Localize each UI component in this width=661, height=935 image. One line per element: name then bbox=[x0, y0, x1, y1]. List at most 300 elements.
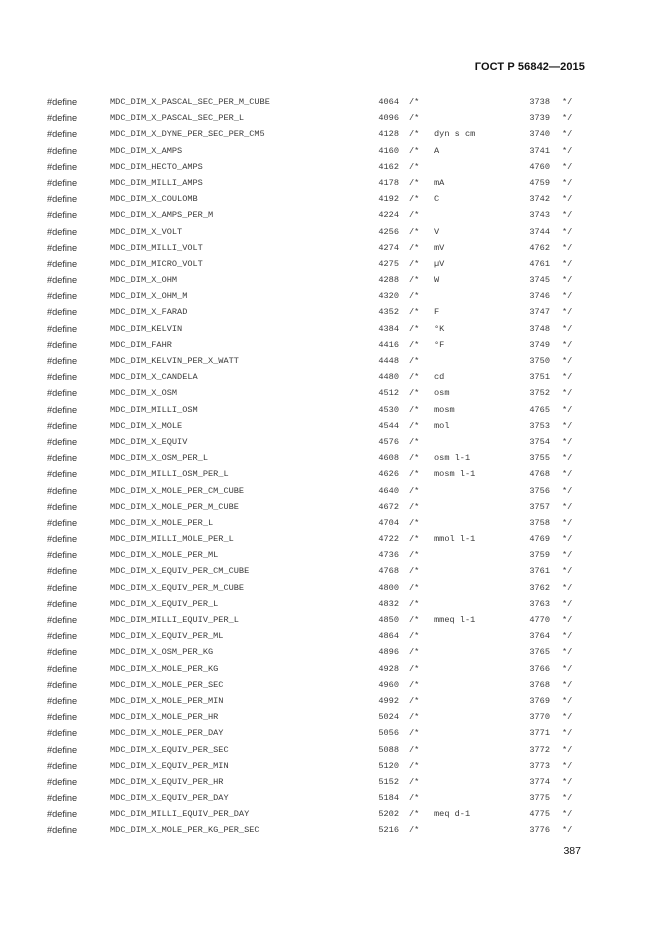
macro-name: MDC_DIM_X_EQUIV_PER_DAY bbox=[110, 793, 229, 804]
macro-code: 4384 bbox=[378, 323, 399, 334]
unit-symbol: mol bbox=[434, 420, 450, 431]
macro-name: MDC_DIM_MILLI_AMPS bbox=[110, 177, 203, 188]
comment-close: */ bbox=[562, 436, 573, 447]
comment-open: /* bbox=[409, 210, 420, 221]
define-row bbox=[0, 661, 661, 677]
macro-code: 4512 bbox=[378, 388, 399, 399]
define-keyword: #define bbox=[47, 615, 78, 625]
macro-name: MDC_DIM_X_MOLE_PER_MIN bbox=[110, 695, 224, 706]
comment-close: */ bbox=[562, 145, 573, 156]
macro-name: MDC_DIM_HECTO_AMPS bbox=[110, 161, 203, 172]
macro-name: MDC_DIM_FAHR bbox=[110, 339, 172, 350]
comment-close: */ bbox=[562, 825, 573, 836]
define-row bbox=[0, 256, 661, 272]
comment-open: /* bbox=[409, 550, 420, 561]
define-keyword: #define bbox=[47, 323, 78, 334]
macro-name: MDC_DIM_X_DYNE_PER_SEC_PER_CM5 bbox=[110, 129, 265, 140]
comment-open: /* bbox=[409, 679, 420, 690]
macro-name: MDC_DIM_X_OSM_PER_KG bbox=[110, 647, 214, 658]
unit-symbol: mA bbox=[434, 177, 445, 188]
macro-code: 5024 bbox=[378, 712, 399, 723]
reference-code: 3746 bbox=[529, 291, 550, 302]
unit-symbol: mmol l-1 bbox=[434, 534, 476, 545]
macro-code: 4576 bbox=[378, 436, 399, 447]
comment-close: */ bbox=[562, 793, 573, 804]
reference-code: 3744 bbox=[529, 226, 550, 237]
macro-code: 4192 bbox=[378, 194, 399, 205]
reference-code: 3775 bbox=[529, 793, 550, 804]
reference-code: 3757 bbox=[529, 501, 550, 512]
reference-code: 4769 bbox=[529, 534, 550, 545]
define-row bbox=[0, 110, 661, 126]
reference-code: 3762 bbox=[529, 582, 550, 593]
comment-open: /* bbox=[409, 356, 420, 366]
macro-code: 4162 bbox=[378, 161, 399, 172]
define-row bbox=[0, 224, 661, 240]
reference-code: 4770 bbox=[529, 615, 550, 625]
comment-close: */ bbox=[562, 809, 573, 820]
comment-close: */ bbox=[562, 258, 573, 269]
reference-code: 3743 bbox=[529, 210, 550, 221]
reference-code: 3747 bbox=[529, 307, 550, 318]
define-row bbox=[0, 822, 661, 838]
macro-name: MDC_DIM_X_EQUIV_PER_L bbox=[110, 598, 219, 609]
comment-open: /* bbox=[409, 744, 420, 755]
macro-code: 4960 bbox=[378, 679, 399, 690]
unit-symbol: A bbox=[434, 145, 440, 156]
macro-name: MDC_DIM_X_EQUIV_PER_ML bbox=[110, 631, 224, 642]
macro-code: 4768 bbox=[378, 566, 399, 577]
define-keyword: #define bbox=[47, 372, 78, 383]
macro-name: MDC_DIM_X_OSM bbox=[110, 388, 178, 399]
define-row bbox=[0, 580, 661, 596]
reference-code: 3752 bbox=[529, 388, 550, 399]
define-keyword: #define bbox=[47, 534, 78, 545]
reference-code: 3768 bbox=[529, 679, 550, 690]
comment-open: /* bbox=[409, 307, 420, 318]
macro-code: 4626 bbox=[378, 469, 399, 480]
macro-code: 4416 bbox=[378, 339, 399, 350]
macro-code: 4178 bbox=[378, 177, 399, 188]
define-keyword: #define bbox=[47, 129, 78, 140]
comment-open: /* bbox=[409, 485, 420, 496]
define-row bbox=[0, 790, 661, 806]
comment-close: */ bbox=[562, 760, 573, 771]
macro-code: 4256 bbox=[378, 226, 399, 237]
define-row bbox=[0, 191, 661, 207]
macro-code: 4992 bbox=[378, 695, 399, 706]
macro-name: MDC_DIM_X_MOLE_PER_ML bbox=[110, 550, 219, 561]
comment-close: */ bbox=[562, 695, 573, 706]
define-keyword: #define bbox=[47, 728, 78, 739]
define-row bbox=[0, 531, 661, 547]
comment-open: /* bbox=[409, 258, 420, 269]
define-keyword: #define bbox=[47, 809, 78, 820]
macro-code: 5088 bbox=[378, 744, 399, 755]
reference-code: 3773 bbox=[529, 760, 550, 771]
macro-code: 4896 bbox=[378, 647, 399, 658]
define-row bbox=[0, 94, 661, 110]
comment-open: /* bbox=[409, 566, 420, 577]
comment-open: /* bbox=[409, 695, 420, 706]
macro-name: MDC_DIM_X_EQUIV bbox=[110, 436, 188, 447]
define-row bbox=[0, 418, 661, 434]
comment-close: */ bbox=[562, 97, 573, 107]
unit-symbol: mV bbox=[434, 242, 445, 253]
define-keyword: #define bbox=[47, 258, 78, 269]
reference-code: 3771 bbox=[529, 728, 550, 739]
define-keyword: #define bbox=[47, 145, 78, 156]
reference-code: 4765 bbox=[529, 404, 550, 415]
reference-code: 3765 bbox=[529, 647, 550, 658]
macro-code: 4640 bbox=[378, 485, 399, 496]
comment-open: /* bbox=[409, 776, 420, 787]
define-keyword: #define bbox=[47, 744, 78, 755]
comment-close: */ bbox=[562, 177, 573, 188]
comment-close: */ bbox=[562, 161, 573, 172]
define-keyword: #define bbox=[47, 663, 78, 674]
macro-code: 4128 bbox=[378, 129, 399, 140]
reference-code: 3739 bbox=[529, 113, 550, 124]
comment-open: /* bbox=[409, 323, 420, 334]
define-row bbox=[0, 563, 661, 579]
comment-open: /* bbox=[409, 177, 420, 188]
macro-name: MDC_DIM_MILLI_EQUIV_PER_DAY bbox=[110, 809, 250, 820]
macro-name: MDC_DIM_X_MOLE_PER_HR bbox=[110, 712, 219, 723]
define-keyword: #define bbox=[47, 194, 78, 205]
comment-open: /* bbox=[409, 793, 420, 804]
define-keyword: #define bbox=[47, 113, 78, 124]
define-row bbox=[0, 321, 661, 337]
reference-code: 3758 bbox=[529, 517, 550, 528]
macro-name: MDC_DIM_X_MOLE_PER_KG_PER_SEC bbox=[110, 825, 260, 836]
macro-code: 4800 bbox=[378, 582, 399, 593]
comment-close: */ bbox=[562, 517, 573, 528]
comment-open: /* bbox=[409, 161, 420, 172]
define-keyword: #define bbox=[47, 404, 78, 415]
macro-name: MDC_DIM_X_EQUIV_PER_M_CUBE bbox=[110, 582, 245, 593]
macro-code: 4064 bbox=[378, 97, 399, 107]
reference-code: 3741 bbox=[529, 145, 550, 156]
unit-symbol: V bbox=[434, 226, 440, 237]
comment-open: /* bbox=[409, 517, 420, 528]
unit-symbol: cd bbox=[434, 372, 445, 383]
reference-code: 3776 bbox=[529, 825, 550, 836]
macro-name: MDC_DIM_X_EQUIV_PER_HR bbox=[110, 776, 224, 787]
define-keyword: #define bbox=[47, 793, 78, 804]
reference-code: 4768 bbox=[529, 469, 550, 480]
define-row bbox=[0, 725, 661, 741]
define-row bbox=[0, 272, 661, 288]
macro-code: 4352 bbox=[378, 307, 399, 318]
define-row bbox=[0, 483, 661, 499]
define-keyword: #define bbox=[47, 485, 78, 496]
macro-name: MDC_DIM_X_EQUIV_PER_MIN bbox=[110, 760, 229, 771]
define-row bbox=[0, 175, 661, 191]
reference-code: 4761 bbox=[529, 258, 550, 269]
define-row bbox=[0, 806, 661, 822]
define-keyword: #define bbox=[47, 517, 78, 528]
comment-close: */ bbox=[562, 323, 573, 334]
define-row bbox=[0, 143, 661, 159]
reference-code: 3761 bbox=[529, 566, 550, 577]
define-row bbox=[0, 337, 661, 353]
comment-close: */ bbox=[562, 582, 573, 593]
comment-open: /* bbox=[409, 129, 420, 140]
unit-symbol: °F bbox=[434, 339, 445, 350]
macro-name: MDC_DIM_X_FARAD bbox=[110, 307, 188, 318]
define-row bbox=[0, 159, 661, 175]
macro-code: 4928 bbox=[378, 663, 399, 674]
comment-close: */ bbox=[562, 566, 573, 577]
define-keyword: #define bbox=[47, 469, 78, 480]
unit-symbol: dyn s cm bbox=[434, 129, 476, 140]
reference-code: 4760 bbox=[529, 161, 550, 172]
reference-code: 4762 bbox=[529, 242, 550, 253]
define-row bbox=[0, 288, 661, 304]
define-keyword: #define bbox=[47, 679, 78, 690]
define-keyword: #define bbox=[47, 760, 78, 771]
unit-symbol: C bbox=[434, 194, 440, 205]
define-keyword: #define bbox=[47, 825, 78, 836]
unit-symbol: mosm bbox=[434, 404, 455, 415]
define-row bbox=[0, 596, 661, 612]
comment-close: */ bbox=[562, 728, 573, 739]
define-keyword: #define bbox=[47, 339, 78, 350]
comment-close: */ bbox=[562, 194, 573, 205]
define-listing bbox=[0, 94, 661, 839]
comment-open: /* bbox=[409, 582, 420, 593]
reference-code: 3764 bbox=[529, 631, 550, 642]
comment-close: */ bbox=[562, 744, 573, 755]
macro-code: 4448 bbox=[378, 356, 399, 366]
comment-open: /* bbox=[409, 242, 420, 253]
define-row bbox=[0, 693, 661, 709]
comment-open: /* bbox=[409, 226, 420, 237]
comment-close: */ bbox=[562, 129, 573, 140]
macro-name: MDC_DIM_MILLI_OSM_PER_L bbox=[110, 469, 229, 480]
macro-code: 4096 bbox=[378, 113, 399, 124]
reference-code: 3756 bbox=[529, 485, 550, 496]
define-keyword: #define bbox=[47, 550, 78, 561]
comment-open: /* bbox=[409, 712, 420, 723]
reference-code: 3749 bbox=[529, 339, 550, 350]
reference-code: 3738 bbox=[529, 97, 550, 107]
define-keyword: #define bbox=[47, 695, 78, 706]
reference-code: 3740 bbox=[529, 129, 550, 140]
define-keyword: #define bbox=[47, 566, 78, 577]
macro-name: MDC_DIM_X_MOLE bbox=[110, 420, 183, 431]
unit-symbol: W bbox=[434, 275, 440, 286]
comment-close: */ bbox=[562, 501, 573, 512]
define-row bbox=[0, 304, 661, 320]
comment-open: /* bbox=[409, 194, 420, 205]
comment-open: /* bbox=[409, 372, 420, 383]
define-keyword: #define bbox=[47, 307, 78, 318]
comment-close: */ bbox=[562, 226, 573, 237]
unit-symbol: osm l-1 bbox=[434, 453, 471, 464]
macro-name: MDC_DIM_X_OHM_M bbox=[110, 291, 188, 302]
macro-name: MDC_DIM_X_MOLE_PER_M_CUBE bbox=[110, 501, 239, 512]
comment-close: */ bbox=[562, 776, 573, 787]
comment-open: /* bbox=[409, 598, 420, 609]
comment-close: */ bbox=[562, 663, 573, 674]
define-keyword: #define bbox=[47, 210, 78, 221]
define-row bbox=[0, 612, 661, 628]
macro-name: MDC_DIM_X_VOLT bbox=[110, 226, 183, 237]
comment-open: /* bbox=[409, 453, 420, 464]
define-row bbox=[0, 466, 661, 482]
macro-name: MDC_DIM_MILLI_VOLT bbox=[110, 242, 203, 253]
macro-name: MDC_DIM_X_AMPS bbox=[110, 145, 183, 156]
macro-code: 4608 bbox=[378, 453, 399, 464]
comment-open: /* bbox=[409, 275, 420, 286]
define-row bbox=[0, 742, 661, 758]
reference-code: 3754 bbox=[529, 436, 550, 447]
comment-close: */ bbox=[562, 534, 573, 545]
define-row bbox=[0, 126, 661, 142]
comment-open: /* bbox=[409, 436, 420, 447]
reference-code: 4759 bbox=[529, 177, 550, 188]
comment-close: */ bbox=[562, 339, 573, 350]
macro-code: 5152 bbox=[378, 776, 399, 787]
macro-name: MDC_DIM_X_EQUIV_PER_CM_CUBE bbox=[110, 566, 250, 577]
macro-name: MDC_DIM_MILLI_MOLE_PER_L bbox=[110, 534, 234, 545]
reference-code: 3772 bbox=[529, 744, 550, 755]
comment-close: */ bbox=[562, 647, 573, 658]
define-row bbox=[0, 677, 661, 693]
macro-name: MDC_DIM_MILLI_EQUIV_PER_L bbox=[110, 615, 239, 625]
macro-name: MDC_DIM_X_CANDELA bbox=[110, 372, 198, 383]
comment-open: /* bbox=[409, 663, 420, 674]
define-keyword: #define bbox=[47, 177, 78, 188]
macro-name: MDC_DIM_X_MOLE_PER_KG bbox=[110, 663, 219, 674]
macro-code: 4704 bbox=[378, 517, 399, 528]
comment-open: /* bbox=[409, 534, 420, 545]
reference-code: 3753 bbox=[529, 420, 550, 431]
comment-open: /* bbox=[409, 647, 420, 658]
define-keyword: #define bbox=[47, 356, 78, 366]
define-keyword: #define bbox=[47, 453, 78, 464]
comment-open: /* bbox=[409, 145, 420, 156]
comment-open: /* bbox=[409, 728, 420, 739]
reference-code: 3745 bbox=[529, 275, 550, 286]
define-row bbox=[0, 385, 661, 401]
comment-close: */ bbox=[562, 631, 573, 642]
macro-name: MDC_DIM_X_PASCAL_SEC_PER_M_CUBE bbox=[110, 97, 270, 107]
define-row bbox=[0, 450, 661, 466]
define-keyword: #define bbox=[47, 388, 78, 399]
macro-name: MDC_DIM_MICRO_VOLT bbox=[110, 258, 203, 269]
macro-code: 4320 bbox=[378, 291, 399, 302]
unit-symbol: meq d-1 bbox=[434, 809, 471, 820]
macro-name: MDC_DIM_X_COULOMB bbox=[110, 194, 198, 205]
comment-open: /* bbox=[409, 339, 420, 350]
macro-code: 4480 bbox=[378, 372, 399, 383]
comment-close: */ bbox=[562, 388, 573, 399]
macro-code: 4832 bbox=[378, 598, 399, 609]
comment-close: */ bbox=[562, 210, 573, 221]
define-keyword: #define bbox=[47, 647, 78, 658]
macro-name: MDC_DIM_KELVIN bbox=[110, 323, 183, 334]
comment-close: */ bbox=[562, 420, 573, 431]
define-keyword: #define bbox=[47, 97, 78, 107]
define-row bbox=[0, 434, 661, 450]
macro-code: 5202 bbox=[378, 809, 399, 820]
reference-code: 3763 bbox=[529, 598, 550, 609]
macro-name: MDC_DIM_X_AMPS_PER_M bbox=[110, 210, 214, 221]
unit-symbol: µV bbox=[434, 258, 445, 269]
comment-open: /* bbox=[409, 469, 420, 480]
comment-open: /* bbox=[409, 420, 420, 431]
unit-symbol: osm bbox=[434, 388, 450, 399]
reference-code: 4775 bbox=[529, 809, 550, 820]
macro-name: MDC_DIM_X_OSM_PER_L bbox=[110, 453, 208, 464]
reference-code: 3751 bbox=[529, 372, 550, 383]
define-row bbox=[0, 207, 661, 223]
comment-close: */ bbox=[562, 242, 573, 253]
comment-close: */ bbox=[562, 113, 573, 124]
macro-code: 4544 bbox=[378, 420, 399, 431]
macro-name: MDC_DIM_X_MOLE_PER_SEC bbox=[110, 679, 224, 690]
macro-name: MDC_DIM_X_MOLE_PER_L bbox=[110, 517, 214, 528]
comment-open: /* bbox=[409, 501, 420, 512]
define-row bbox=[0, 402, 661, 418]
define-keyword: #define bbox=[47, 420, 78, 431]
unit-symbol: F bbox=[434, 307, 440, 318]
comment-open: /* bbox=[409, 760, 420, 771]
comment-close: */ bbox=[562, 356, 573, 366]
unit-symbol: mmeq l-1 bbox=[434, 615, 476, 625]
define-keyword: #define bbox=[47, 598, 78, 609]
comment-open: /* bbox=[409, 291, 420, 302]
document-header: ГОСТ Р 56842—2015 bbox=[474, 61, 585, 73]
macro-code: 4530 bbox=[378, 404, 399, 415]
macro-code: 4672 bbox=[378, 501, 399, 512]
define-row bbox=[0, 240, 661, 256]
define-row bbox=[0, 644, 661, 660]
macro-code: 4224 bbox=[378, 210, 399, 221]
define-keyword: #define bbox=[47, 436, 78, 447]
comment-close: */ bbox=[562, 598, 573, 609]
define-keyword: #define bbox=[47, 226, 78, 237]
comment-close: */ bbox=[562, 453, 573, 464]
reference-code: 3766 bbox=[529, 663, 550, 674]
define-keyword: #define bbox=[47, 712, 78, 723]
comment-open: /* bbox=[409, 388, 420, 399]
macro-name: MDC_DIM_X_MOLE_PER_DAY bbox=[110, 728, 224, 739]
macro-name: MDC_DIM_X_MOLE_PER_CM_CUBE bbox=[110, 485, 245, 496]
comment-close: */ bbox=[562, 469, 573, 480]
comment-close: */ bbox=[562, 712, 573, 723]
define-row bbox=[0, 499, 661, 515]
macro-code: 4864 bbox=[378, 631, 399, 642]
define-keyword: #define bbox=[47, 161, 78, 172]
macro-code: 4288 bbox=[378, 275, 399, 286]
comment-close: */ bbox=[562, 275, 573, 286]
unit-symbol: mosm l-1 bbox=[434, 469, 476, 480]
comment-close: */ bbox=[562, 550, 573, 561]
reference-code: 3750 bbox=[529, 356, 550, 366]
reference-code: 3742 bbox=[529, 194, 550, 205]
define-keyword: #define bbox=[47, 291, 78, 302]
reference-code: 3774 bbox=[529, 776, 550, 787]
reference-code: 3759 bbox=[529, 550, 550, 561]
define-row bbox=[0, 758, 661, 774]
define-row bbox=[0, 709, 661, 725]
page-number: 387 bbox=[563, 845, 581, 857]
reference-code: 3769 bbox=[529, 695, 550, 706]
